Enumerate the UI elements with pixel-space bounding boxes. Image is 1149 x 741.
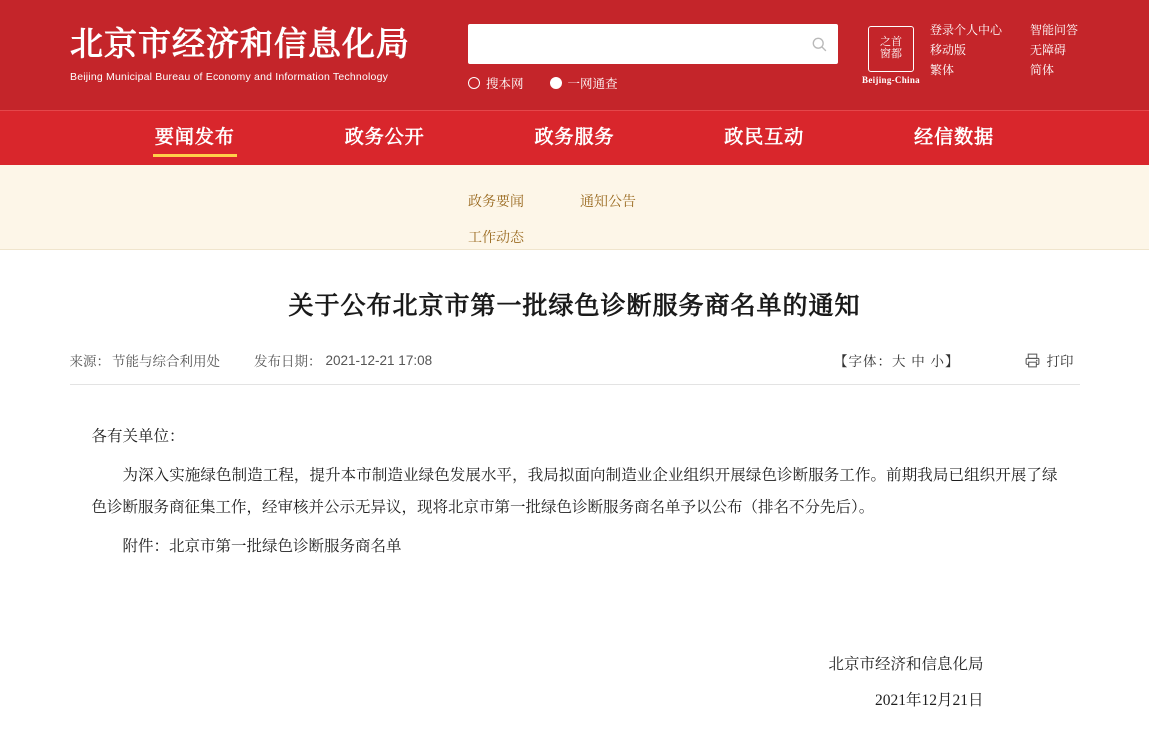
font-size-control[interactable]: 【字体：大 中 小】 [833, 354, 960, 369]
emblem-line1: 之首 [880, 36, 902, 49]
search-scope-label-site: 搜本网 [486, 77, 524, 91]
nav-item-news[interactable]: 要闻发布 [145, 111, 245, 165]
link-mobile-version[interactable]: 移动版 [930, 43, 967, 57]
search-scope-options [468, 74, 838, 92]
main-nav [0, 110, 1149, 165]
emblem-seal-icon [868, 26, 914, 72]
radio-checked-icon [550, 77, 562, 89]
article-signature [70, 647, 1080, 718]
header-utility-links [930, 20, 1078, 80]
subnav-item-government-news[interactable]: 政务要闻 [468, 193, 524, 209]
search-bar[interactable] [468, 24, 838, 64]
link-accessibility[interactable]: 无障碍 [1030, 43, 1067, 57]
search-scope-option-site[interactable] [468, 74, 524, 92]
beijing-emblem [862, 26, 920, 85]
header-utility-col-2 [1030, 20, 1078, 80]
search-block [468, 24, 838, 92]
site-logo[interactable] [70, 27, 450, 84]
link-simplified-chinese[interactable]: 简体 [1030, 63, 1055, 77]
print-label: 打印 [1046, 354, 1074, 369]
header-utility-col-1 [930, 20, 1002, 80]
link-traditional-chinese[interactable]: 繁体 [930, 63, 955, 77]
attachment-link[interactable]: 附件：北京市第一批绿色诊断服务商名单 [122, 537, 402, 555]
source-value: 节能与综合利用处 [112, 354, 220, 369]
article-meta [70, 350, 1080, 385]
nav-item-public-interaction[interactable]: 政民互动 [724, 127, 805, 148]
sub-nav [0, 165, 1149, 250]
site-logo-cn: 北京市经济和信息化局 [70, 26, 410, 63]
source-label: 来源： [69, 354, 110, 369]
link-personal-center[interactable]: 登录个人中心 [930, 23, 1003, 37]
print-button[interactable] [1024, 350, 1074, 370]
emblem-caption: Beijing-China [862, 75, 920, 85]
search-scope-label-all: 一网通查 [567, 77, 618, 91]
link-smart-qa[interactable]: 智能问答 [1030, 23, 1079, 37]
nav-item-government-services[interactable]: 政务服务 [534, 127, 615, 148]
subnav-item-announcements[interactable]: 通知公告 [580, 193, 636, 209]
radio-icon [468, 77, 480, 89]
publish-date-label: 发布日期： [254, 354, 322, 369]
nav-item-government-openness[interactable]: 政务公开 [344, 127, 425, 148]
signature-date: 2021年12月21日 [874, 691, 984, 709]
article-paragraph: 各有关单位： [91, 428, 185, 445]
nav-item-data[interactable]: 经信数据 [914, 127, 995, 148]
search-input[interactable] [468, 26, 800, 62]
printer-icon [1024, 352, 1041, 369]
subnav-item-work-updates[interactable]: 工作动态 [468, 229, 524, 245]
emblem-line2: 窗都 [880, 48, 902, 60]
signature-organization: 北京市经济和信息化局 [828, 656, 984, 674]
search-icon [811, 36, 828, 53]
article-paragraph: 为深入实施绿色制造工程，提升本市制造业绿色发展水平，我局拟面向制造业企业组织开展绿色诊断服务工作。前期我局已组织开展了绿色诊断服务商征集工作，经审核并公示无异议，现将北京市第一批绿色诊断服务商名单予以公布（排名不分先后）。 [91, 466, 1058, 517]
site-logo-en: Beijing Municipal Bureau of Economy and Information Technology [70, 71, 389, 84]
publish-date-value: 2021-12-21 17:08 [325, 352, 433, 368]
search-button[interactable] [800, 25, 838, 63]
page-title: 关于公布北京市第一批绿色诊断服务商名单的通知 [288, 293, 861, 320]
site-header [0, 0, 1149, 110]
article-body [70, 421, 1080, 563]
article [70, 250, 1080, 718]
search-scope-option-all[interactable] [550, 74, 618, 92]
